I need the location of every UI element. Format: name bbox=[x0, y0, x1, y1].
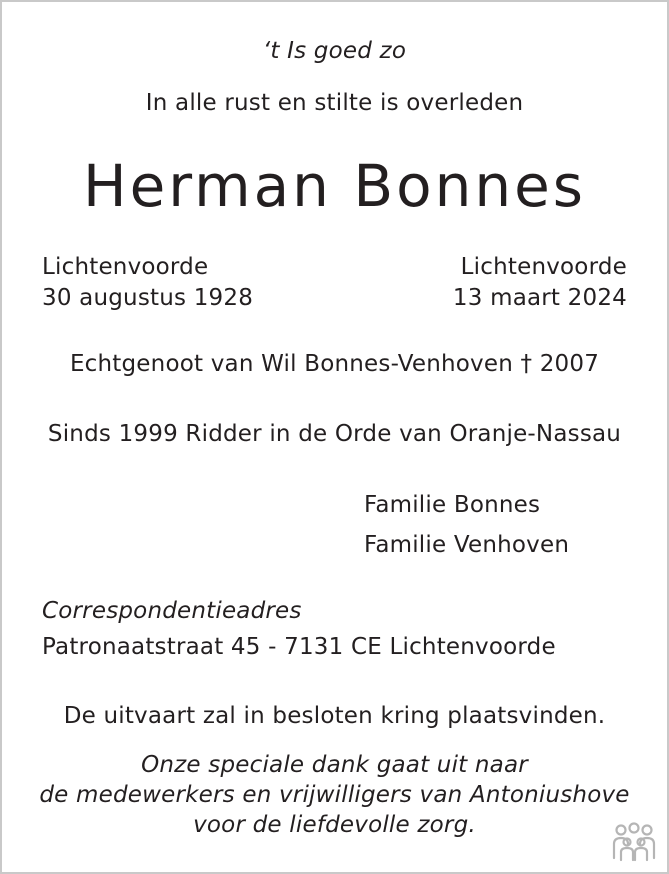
family-venhoven: Familie Venhoven bbox=[364, 532, 570, 558]
death-date: 13 maart 2024 bbox=[452, 285, 627, 311]
correspondence-label: Correspondentieadres bbox=[42, 598, 302, 624]
birth-date: 30 augustus 1928 bbox=[42, 285, 254, 311]
intro-text: In alle rust en stilte is overleden bbox=[145, 90, 524, 116]
thanks-line-3: voor de liefdevolle zorg. bbox=[193, 812, 476, 838]
honor-line: Sinds 1999 Ridder in de Orde van Oranje-Nassau bbox=[47, 421, 622, 447]
motto: ‘t Is goed zo bbox=[262, 38, 407, 64]
thanks-line-2: de medewerkers en vrijwilligers van Antoniushove bbox=[39, 782, 630, 808]
correspondence-address: Patronaatstraat 45 - 7131 CE Lichtenvoorde bbox=[42, 634, 556, 660]
death-place: Lichtenvoorde bbox=[460, 254, 627, 280]
deceased-name: Herman Bonnes bbox=[82, 152, 587, 220]
family-bonnes: Familie Bonnes bbox=[364, 492, 541, 518]
funeral-line: De uitvaart zal in besloten kring plaatsvinden. bbox=[63, 703, 606, 729]
thanks-line-1: Onze speciale dank gaat uit naar bbox=[141, 752, 528, 778]
family-people-icon bbox=[609, 822, 659, 862]
spouse-line: Echtgenoot van Wil Bonnes-Venhoven † 2007 bbox=[69, 351, 600, 377]
birth-place: Lichtenvoorde bbox=[42, 254, 209, 280]
